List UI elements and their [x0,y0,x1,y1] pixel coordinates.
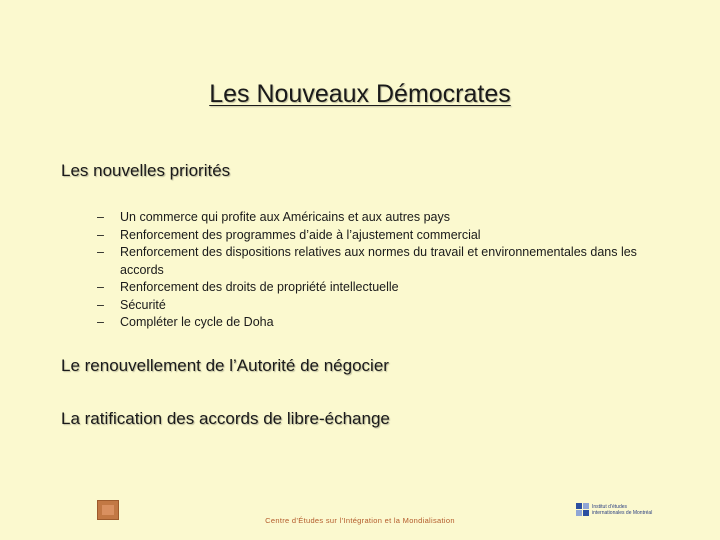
ieim-logo-line1: Institut d’études [592,503,628,510]
list-item [97,209,677,227]
list-item [97,314,677,332]
list-item [97,244,677,279]
ieim-logo-text [592,504,652,516]
priorities-list [97,209,677,332]
ieim-logo-line2: internationales de Montréal [592,509,653,516]
slide-title: Les Nouveaux Démocrates [209,80,511,108]
heading-new-priorities: Les nouvelles priorités [61,161,231,180]
bullet-dash: – [97,227,104,242]
bullet-text: Renforcement des droits de propriété intellectuelle [120,280,399,294]
bullet-dash: – [97,245,104,259]
bullet-dash: – [97,315,104,329]
list-item [97,227,677,245]
bullet-text: Sécurité [120,297,166,312]
bullet-dash: – [97,297,104,312]
heading-free-trade-ratification: La ratification des accords de libre-échange [61,409,390,428]
list-item [97,279,677,297]
list-item [97,297,677,315]
footer-centre-name: Centre d’Études sur l’Intégration et la Mondialisation [265,516,455,525]
ieim-logo [576,503,652,516]
heading-negotiating-authority: Le renouvellement de l’Autorité de négocier [61,356,389,375]
bullet-dash: – [97,280,104,294]
bullet-text: Un commerce qui profite aux Américains et aux autres pays [120,210,451,224]
bullet-text: Renforcement des dispositions relatives aux normes du travail et environnementales dans les accords [120,245,637,277]
bullet-dash: – [97,210,104,224]
bullet-text: Compléter le cycle de Doha [120,315,274,329]
bullet-text: Renforcement des programmes d’aide à l’ajustement commercial [120,227,481,242]
ieim-logo-icon [576,503,589,516]
